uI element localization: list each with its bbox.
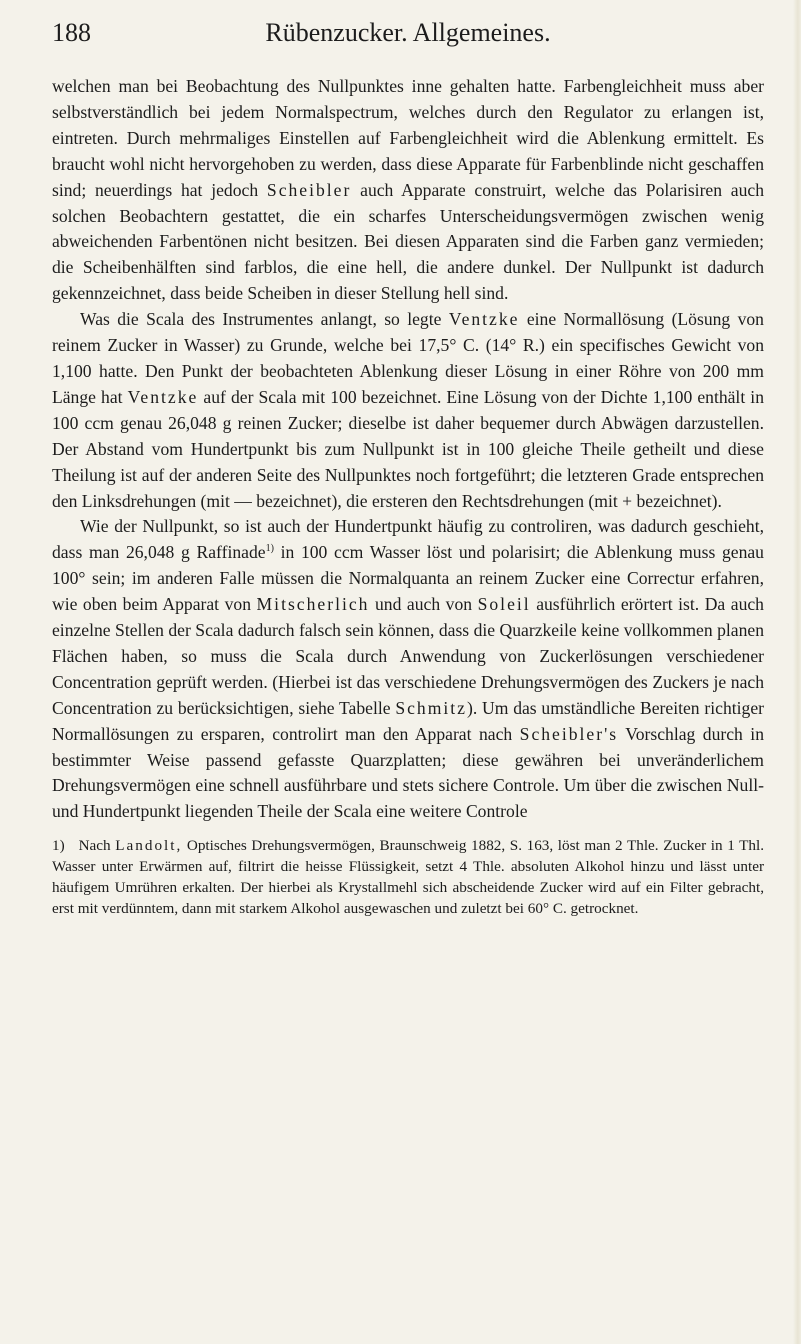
person-name: Ventzke <box>127 386 199 407</box>
text-run: und auch von <box>375 594 473 615</box>
text-run: Was die Scala des Instrumentes anlangt, so legte <box>80 309 442 330</box>
page-edge-shadow <box>793 0 801 1344</box>
text-run: Vorschlag durch in bestimmter Weise passend gefasste Quarzplatten; diese gewähren bei unveränderlichem Drehungsvermögen eine schnell ausführbare und stets sichere Controle. Um über die zwischen Null- und Hundertpunkt liegenden Theile der Scala eine weitere Controle <box>52 723 764 822</box>
running-header <box>52 14 764 74</box>
person-name: Ventzke <box>448 309 520 330</box>
text-run: ausführlich erörtert ist. Da auch einzelne Stellen der Scala dadurch falsch sein können, dass die Quarzkeile keine vollkommen planen Flächen haben, so muss die Scala durch Anwendung von Zuckerlösungen verschiedener Concentration geprüft werden. (Hierbei ist das verschiedene Drehungsvermögen des Zuckers je nach Concentration zu berücksichtigen, siehe Tabelle <box>52 594 764 718</box>
text-run: Optisches Drehungsvermögen, Braunschweig 1882, S. 163, löst man 2 Thle. Zucker in 1 Thl. Wasser unter Erwärmen auf, filtrirt die heisse Flüssigkeit, setzt 4 Thle. absoluten Alkohol hinzu und lässt unter häufigem Umrühren erkalten. Der hierbei als Krystallmehl sich abscheidende Zucker wird auf ein Filter gebracht, erst mit verdünntem, dann mit starkem Alkohol ausgewaschen und zuletzt bei 60° C. getrocknet. <box>52 837 764 918</box>
person-name: Scheibler's <box>519 723 619 744</box>
text-run: auch Apparate construirt, welche das Polarisiren auch solchen Beobachtern gestattet, die ein scharfes Unterscheidungsvermögen zwischen wenig abweichenden Farbentönen nicht besitzen. Bei diesen Apparaten sind die Farben ganz vermieden; die Scheibenhälften sind farblos, die eine hell, die andere dunkel. Der Nullpunkt ist dadurch gekennzeichnet, dass beide Scheiben in dieser Stellung hell sind. <box>52 179 765 304</box>
text-run: in 100 ccm Wasser löst und polarisirt; die Ablenkung muss genau 100° sein; im anderen Falle müssen die Normalquanta an reinem Zucker eine Correctur erfahren, wie oben beim Apparat von <box>52 542 764 615</box>
paragraph-2 <box>52 307 764 514</box>
paragraph-1 <box>52 74 764 307</box>
book-page <box>52 14 764 919</box>
text-run: ). Um das umständliche Bereiten richtiger Normallösungen zu ersparen, controlirt man den Apparat nach <box>52 697 764 744</box>
person-name: Landolt, <box>115 837 183 855</box>
text-run: eine Normallösung (Lösung von reinem Zucker in Wasser) zu Grunde, welche bei 17,5° C. (14° R.) ein specifisches Gewicht von 1,100 hatte. Den Punkt der beobachteten Ablenkung dieser Lösung in einer Röhre von 200 mm Länge hat <box>52 309 764 407</box>
text-run: Nach <box>78 837 111 855</box>
footnote-mark: 1) <box>52 837 65 855</box>
main-text <box>52 74 764 825</box>
text-run: welchen man bei Beobachtung des Nullpunktes inne gehalten hatte. Farbengleichheit muss aber selbstverständlich bei jedem Normalspectrum, welches durch den Regulator zu erlangen ist, eintreten. Durch mehrmaliges Einstellen auf Farbengleichheit wird die Ablenkung ermittelt. Es braucht wohl nicht hervorgehoben zu werden, dass diese Apparate für Farbenblinde nicht geschaffen sind; neuerdings hat jedoch <box>52 76 764 200</box>
person-name: Scheibler <box>266 179 352 200</box>
page-number: 188 <box>52 18 91 47</box>
person-name: Schmitz <box>395 697 467 718</box>
footnote <box>52 835 764 919</box>
footnote-reference[interactable]: 1) <box>265 543 274 555</box>
paragraph-3 <box>52 514 764 825</box>
running-title: Rübenzucker. Allgemeines. <box>265 18 551 47</box>
text-run: Wie der Nullpunkt, so ist auch der Hundertpunkt häufig zu controliren, was dadurch geschieht, dass man 26,048 g Raffinade <box>52 516 764 563</box>
person-name: Soleil <box>477 594 531 615</box>
text-run: auf der Scala mit 100 bezeichnet. Eine Lösung von der Dichte 1,100 enthält in 100 ccm genau 26,048 g reinen Zucker; dieselbe ist daher bequemer durch Abwägen darzustellen. Der Abstand vom Hundertpunkt bis zum Nullpunkt ist in 100 gleiche Theile getheilt und diese Theilung ist auf der anderen Seite des Nullpunktes noch fortgeführt; die letzteren Grade entsprechen den Linksdrehungen (mit — bezeichnet), die ersteren den Rechtsdrehungen (mit + bezeichnet). <box>52 386 764 511</box>
person-name: Mitscherlich <box>256 594 370 615</box>
